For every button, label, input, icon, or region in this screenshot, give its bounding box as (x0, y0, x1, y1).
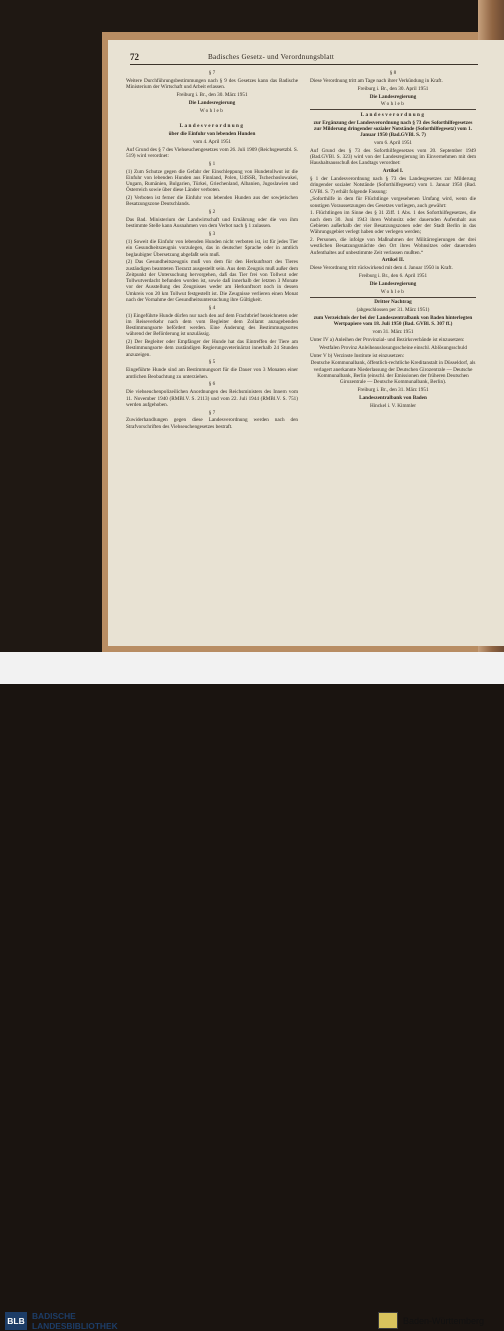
text-paragraph: Artikel II. (381, 257, 405, 264)
text-paragraph: § 3 (208, 231, 216, 238)
text-paragraph: Dritter Nachtrag (374, 299, 412, 306)
text-paragraph: Wohleb (380, 288, 406, 295)
text-paragraph: Landeszentralbank von Baden (359, 394, 427, 401)
text-paragraph: vom 31. März 1951 (372, 329, 414, 335)
text-paragraph: Die Landesregierung (369, 280, 417, 287)
text-paragraph: (abgeschlossen per 31. März 1951) (356, 307, 430, 314)
text-paragraph: vom 4. April 1951 (192, 138, 232, 145)
spacer (126, 115, 298, 121)
text-paragraph: Freiburg i. Br., den 30. März 1951 (176, 91, 248, 98)
text-paragraph: § 8 (389, 70, 397, 76)
text-paragraph: § 7 (208, 70, 216, 76)
text-paragraph: § 6 (208, 381, 216, 388)
text-paragraph: über die Einfuhr von lebenden Hunden (168, 130, 256, 137)
header-rule (130, 64, 478, 65)
text-paragraph: Auf Grund des § 73 des Soforthilfegesetzes vom 20. September 1949 (Bad.GVBl. S. 323) wird von der Landesregierung im Einvernehmen mit dem Haushaltsausschuß des Landtags verordnet: (310, 147, 476, 167)
text-paragraph: Diese Verordnung tritt rückwirkend mit dem 4. Januar 1950 in Kraft. (310, 265, 453, 272)
gazette-title: Badisches Gesetz- und Verordnungsblatt (208, 53, 335, 61)
text-paragraph: § 2 (208, 209, 216, 216)
text-paragraph: Die viehseuchenpolizeilichen Anordnungen des Reichsministers des Innern vom 11. November 1940 (RMBl.V. S. 2113) und vom 22. Juli 1944 (RMBl.V. S. 751) werden aufgehoben. (126, 389, 298, 408)
text-paragraph: 2. Personen, die infolge von Maßnahmen der Militärregierungen der drei westlichen Besatzungsmächte den Ort ihres Wohnsitzes oder dauernden Aufenthaltes auf unbestimmte Zeit verlassen mußten.“ (310, 237, 476, 256)
section-divider (310, 109, 476, 110)
text-paragraph: Deutsche Kommunalbank, öffentlich-rechtliche Kreditanstalt in Düsseldorf, als verlagert anerkannte Niederlassung der Deutschen Girozentrale — Deutsche Kommunalbank, Berlin (einschl. der Emissionen der früheren Deutschen Girozentrale — Deutsche Kommunalbank, Berlin). (310, 360, 476, 386)
text-paragraph: Wohleb (380, 101, 406, 108)
text-paragraph: Weitere Durchführungsbestimmungen nach § 9 des Gesetzes kann das Badische Ministerium der Wirtschaft und Arbeit erlassen. (126, 77, 298, 91)
page-number: 72 (130, 52, 139, 62)
text-paragraph: § 1 (208, 160, 216, 167)
text-paragraph: § 1 der Landesverordnung nach § 73 des Landesgesetzes zur Milderung dringender sozialer Notstände (Soforthilfegesetz) vom 1. Januar 1950 (Bad. GVBl. S. 7) erhält folgende Fassung: (310, 176, 476, 195)
right-column (310, 70, 476, 411)
library-name-line1: BADISCHE (32, 1311, 76, 1321)
text-paragraph: zum Verzeichnis der bei der Landeszentralbank von Baden hinterlegten Wertpapiere vom 18. Juli 1950 (Bad. GVBl. S. 307 ff.) (313, 314, 473, 328)
text-paragraph: Landesverordnung (360, 111, 426, 118)
footer-bar (0, 652, 504, 1331)
blb-logo: BLB (5, 1312, 27, 1330)
library-name-line2: LANDESBIBLIOTHEK (32, 1321, 118, 1331)
text-paragraph: Unter IV a) Anleihen der Provinzial- und Bezirksverbände ist einzusetzen: (310, 336, 465, 343)
text-paragraph: Freiburg i. Br., den 31. März 1951 (357, 386, 429, 393)
text-paragraph: § 4 (208, 304, 216, 311)
document-page (108, 40, 504, 646)
text-paragraph: zur Ergänzung der Landesverordnung nach § 73 des Soforthilfegesetzes zur Milderung dringender sozialer Notstände (Soforthilfegesetz) vom 1. Januar 1950 (Bad.GVBl. S. 7) (313, 119, 473, 139)
text-paragraph: (1) Zum Schutze gegen die Gefahr der Einschleppung von Hundetollwut ist die Einfuhr von lebenden Hunden aus Finnland, Polen, UdSSR, Tschechoslowakei, Ungarn, Rumänien, Bulgarien, Türkei, Griechenland, Albanien, Jugoslawien und Österreich sowie über diese Länder verboten. (126, 168, 298, 194)
text-paragraph: vom 6. April 1951 (373, 140, 413, 146)
text-paragraph: Die Landesregierung (188, 99, 236, 106)
text-paragraph: 1. Flüchtlingen im Sinne des § 31 Ziff. 1 Abs. 1 des Soforthilfegesetzes, die nach dem 30. Juni 1943 ihren Wohnsitz oder dauernden Aufenthalt aus Gebieten außerhalb der vier Besatzungszonen oder der Stadt Berlin in das Währungsgebiet verlegt haben oder verlegen werden; (310, 210, 476, 236)
text-paragraph: „Soforthilfe in dem für Flüchtlinge vorgesehenen Umfang wird, wenn die sonstigen Voraussetzungen des Gesetzes vorliegen, auch gewährt: (310, 196, 476, 209)
section-divider (310, 297, 476, 298)
text-paragraph: Westfalen Provinz Anleiheauslosungsscheine einschl. Ablösungsschuld (319, 344, 467, 351)
text-paragraph: § 7 (208, 409, 216, 416)
text-paragraph: Freiburg i. Br., den 30. April 1951 (357, 85, 429, 92)
text-paragraph: Landesverordnung (179, 123, 245, 130)
text-paragraph: (2) Der Begleiter oder Empfänger der Hunde hat das Eintreffen der Tiere am Bestimmungsorte dem zuständigen Regierungsveterinärrat innerhalb 24 Stunden anzuzeigen. (126, 339, 298, 358)
text-paragraph: Diese Verordnung tritt am Tage nach ihrer Verkündung in Kraft. (310, 77, 443, 84)
text-paragraph: (2) Das Gesundheitszeugnis muß von dem für den Herkunftsort des Tieres zuständigen beamteten Tierarzt ausgestellt sein. Aus dem Zeugnis muß außer dem Zeitpunkt der Untersuchung hervorgehen, daß das Tier frei von Tollwut oder Tollwutverdacht befunden worden ist, sowie daß innerhalb der letzten 3 Monate vor der Ausstellung des Zeugnisses weder am Herkunftsort noch in dessen Umkreis von 20 km Tollwut festgestellt ist. Die Zeugnisse verlieren einen Monat nach der Vornahme der Gesundheitsuntersuchung ihre Gültigkeit. (126, 259, 298, 303)
coat-of-arms-icon (378, 1312, 398, 1329)
text-paragraph: Artikel I. (382, 168, 404, 175)
left-column (126, 70, 298, 432)
library-name (32, 1311, 118, 1331)
text-paragraph: Auf Grund des § 7 des Viehseuchengesetzes vom 26. Juli 1909 (Reichsgesetzbl. S. 519) wird verordnet: (126, 146, 298, 159)
text-paragraph: § 5 (208, 359, 216, 366)
text-paragraph: Wohleb (199, 107, 225, 114)
text-paragraph: Eingeführte Hunde sind am Bestimmungsort für die Dauer von 3 Monaten einer amtlichen Beobachtung zu unterziehen. (126, 367, 298, 380)
text-paragraph: (2) Verboten ist ferner die Einfuhr von lebenden Hunden aus der sowjetischen Besatzungszone Deutschlands. (126, 195, 298, 208)
scan-backdrop (0, 0, 504, 652)
text-paragraph: (1) Soweit die Einfuhr von lebenden Hunden nicht verboten ist, ist für jedes Tier ein Gesundheitszeugnis vorzulegen, das in deutscher Sprache oder in amtlich beglaubigter Übersetzung abgefaßt sein muß. (126, 239, 298, 258)
text-paragraph: Hinckel i. V. Kimmler (369, 402, 417, 409)
text-paragraph: Die Landesregierung (369, 93, 417, 100)
text-paragraph: Freiburg i. Br., den 6. April 1951 (358, 273, 428, 280)
text-paragraph: (1) Eingeführte Hunde dürfen nur nach den auf dem Frachtbrief bezeichneten oder im Reiseverkehr nach dem vom Begleiter dem Zollamt anzugebenden Bestimmungsorte befördert werden. Eine Änderung des Bestimmungsortes während der Beförderung ist unzulässig. (126, 312, 298, 338)
text-paragraph: Zuwiderhandlungen gegen diese Landesverordnung werden nach den Strafvorschriften des Viehseuchengesetzes bestraft. (126, 417, 298, 430)
region-name: Baden-Württemberg (403, 1316, 485, 1326)
text-paragraph: Unter V b) Verzinste Institute ist einzusetzen: (310, 352, 405, 359)
text-paragraph: Das Bad. Ministerium der Landwirtschaft und Ernährung oder die von ihm bestimmte Stelle kann Ausnahmen von dem Verbot nach § 1 zulassen. (126, 217, 298, 230)
